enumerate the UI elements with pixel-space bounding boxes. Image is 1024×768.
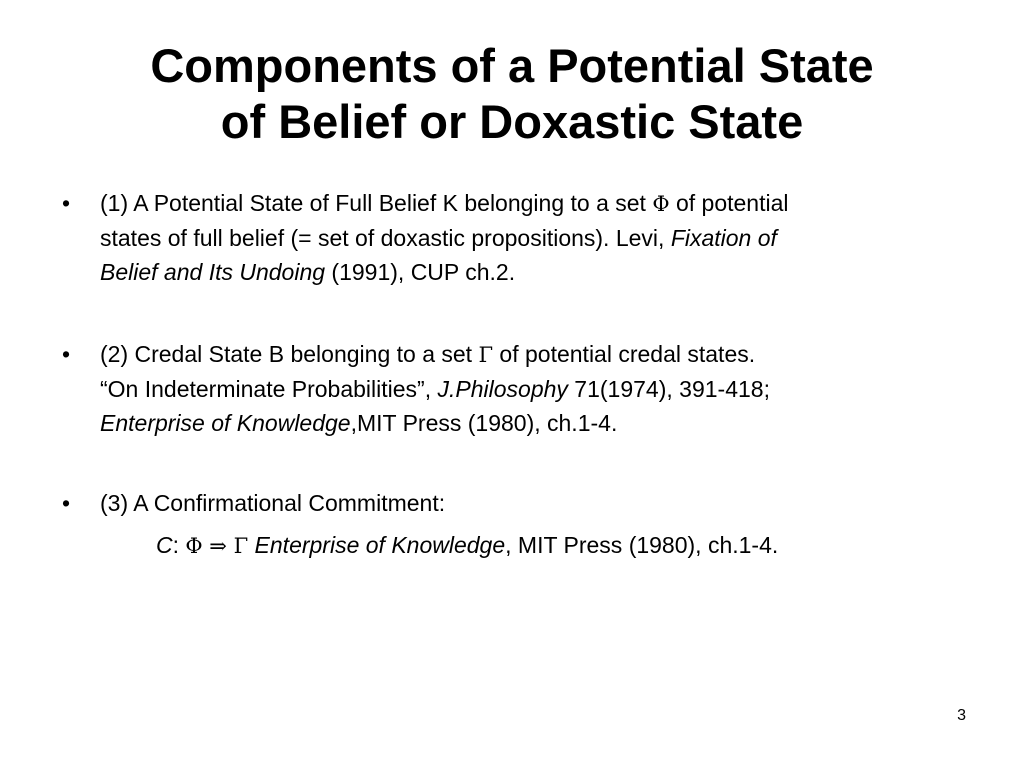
text-segment: of potential xyxy=(669,190,789,216)
commitment-formula xyxy=(156,528,778,563)
bullet-line xyxy=(100,221,960,255)
text-segment: , MIT Press (1980), ch.1-4. xyxy=(505,532,779,558)
text-segment: (1) A Potential State of Full Belief K belonging to a set xyxy=(100,190,653,216)
c-label: C xyxy=(156,532,173,558)
citation-italic: Belief and Its Undoing xyxy=(100,259,326,285)
implies-arrow: ⇒ xyxy=(202,534,234,558)
bullet-text xyxy=(100,337,960,440)
bullet-marker: • xyxy=(62,341,71,367)
text-segment: (1991), CUP ch.2. xyxy=(325,259,516,285)
bullet-text xyxy=(100,186,960,289)
bullet-marker: • xyxy=(62,190,71,216)
title-line-2: of Belief or Doxastic State xyxy=(220,95,804,148)
text-segment: (2) Credal State B belonging to a set xyxy=(100,341,479,367)
citation-italic: J.Philosophy xyxy=(437,376,568,402)
citation-italic: Enterprise of Knowledge xyxy=(100,410,351,436)
bullet-line xyxy=(100,337,960,372)
text-segment: ,MIT Press (1980), ch.1-4. xyxy=(350,410,618,436)
text-segment: “On Indeterminate Probabilities”, xyxy=(100,376,438,402)
citation-italic: Fixation of xyxy=(670,225,777,251)
title-line-1: Components of a Potential State xyxy=(150,39,874,92)
phi-symbol: Φ xyxy=(185,534,203,558)
bullet-line xyxy=(100,186,960,221)
bullet-text xyxy=(100,486,960,520)
citation-italic: Enterprise of Knowledge xyxy=(254,532,506,558)
bullet-marker: • xyxy=(62,490,71,516)
text-segment: of potential credal states. xyxy=(493,341,756,367)
text-segment: 71(1974), 391-418; xyxy=(567,376,770,402)
gamma-symbol: Γ xyxy=(233,534,249,558)
phi-symbol: Φ xyxy=(652,192,670,216)
bullet-line xyxy=(100,255,960,289)
bullet-line xyxy=(100,406,960,440)
slide-title xyxy=(40,38,984,150)
bullet-line xyxy=(100,372,960,406)
bullet-line: (3) A Confirmational Commitment: xyxy=(100,490,446,516)
gamma-symbol: Γ xyxy=(478,343,494,367)
page-number: 3 xyxy=(957,707,966,724)
text-segment: : xyxy=(172,532,186,558)
text-segment: states of full belief (= set of doxastic propositions). Levi, xyxy=(100,225,671,251)
